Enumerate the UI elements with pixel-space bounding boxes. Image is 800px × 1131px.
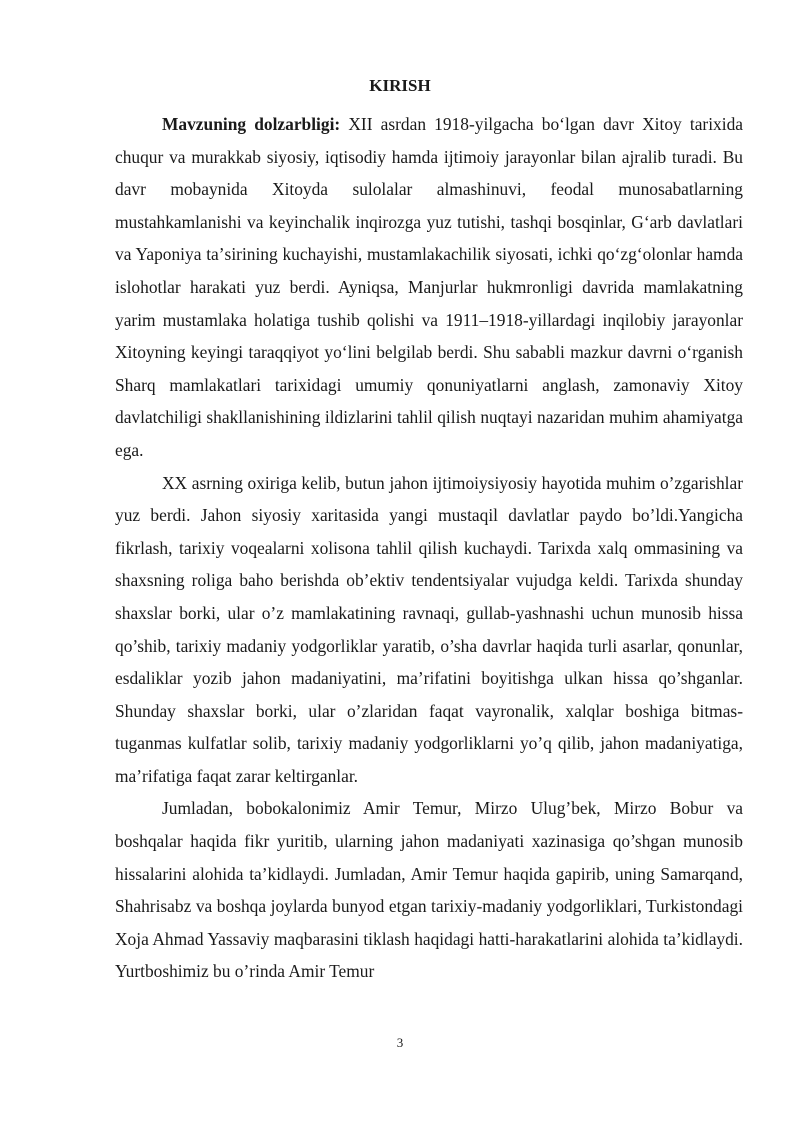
paragraph-lead: Mavzuning dolzarbligi: [162,114,341,134]
paragraph-amir-temur [115,792,743,988]
document-body [115,108,743,988]
paragraph-text: Jumladan, bobokalonimiz Amir Temur, Mirzo Ulug’bek, Mirzo Bobur va boshqalar haqida fikr yuritib, ularning jahon madaniyati xazinasiga qo’shgan munosib hissalarini alohida ta’kidlaydi. Jumladan, Amir Temur haqida gapirib, uning Samarqand, Shahrisabz va boshqa joylarda bunyod etgan tarixiy-madaniy yodgorliklari, Turkistondagi Xoja Ahmad Yassaviy maqbarasini tiklash haqidagi hatti-harakatlarini alohida ta’kidlaydi. Yurtboshimiz bu o’rinda Amir Temur [115,798,743,982]
page-title: KIRISH [369,76,431,95]
paragraph-relevance [115,108,743,467]
paragraph-20th-century [115,467,743,793]
page-number: 3 [396,1035,404,1050]
paragraph-text: XII asrdan 1918-yilgacha boʻlgan davr Xitoy tarixida chuqur va murakkab siyosiy, iqtisodiy hamda ijtimoiy jarayonlar bilan ajralib turadi. Bu davr mobaynida Xitoyda sulolalar almashinuvi, feodal munosabatlarning mustahkamlanishi va keyinchalik inqirozga yuz tutishi, tashqi bosqinlar, Gʻarb davlatlari va Yaponiya taʼsirining kuchayishi, mustamlakachilik siyosati, ichki qoʻzgʻolonlar hamda islohotlar harakati yuz berdi. Ayniqsa, Manjurlar hukmronligi davrida mamlakatning yarim mustamlaka holatiga tushib qolishi va 1911–1918-yillardagi inqilobiy jarayonlar Xitoyning keyingi taraqqiyot yoʻlini belgilab berdi. Shu sababli mazkur davrni oʻrganish Sharq mamlakatlari tarixidagi umumiy qonuniyatlarni anglash, zamonaviy Xitoy davlatchiligi shakllanishining ildizlarini tahlil qilish nuqtayi nazaridan muhim ahamiyatga ega. [115,114,743,460]
paragraph-text: XX asrning oxiriga kelib, butun jahon ijtimoiysiyosiy hayotida muhim o’zgarishlar yuz berdi. Jahon siyosiy xaritasida yangi mustaqil davlatlar paydo bo’ldi.Yangicha fikrlash, tarixiy voqealarni xolisona tahlil qilish kuchaydi. Tarixda xalq ommasining va shaxsning roliga baho berishda ob’ektiv tendentsiyalar vujudga keldi. Tarixda shunday shaxslar borki, ular o’z mamlakatining ravnaqi, gullab-yashnashi uchun munosib hissa qo’shib, tarixiy madaniy yodgorliklar yaratib, o’sha davrlar haqida turli asarlar, qonunlar, esdaliklar yozib jahon madaniyatini, ma’rifatini boyitishga ulkan hissa qo’shganlar. Shunday shaxslar borki, ular o’zlaridan faqat vayronalik, xalqlar boshiga bitmas-tuganmas kulfatlar solib, tarixiy madaniy yodgorliklarni yo’q qilib, jahon madaniyatiga, ma’rifatiga faqat zarar keltirganlar. [115,472,743,786]
